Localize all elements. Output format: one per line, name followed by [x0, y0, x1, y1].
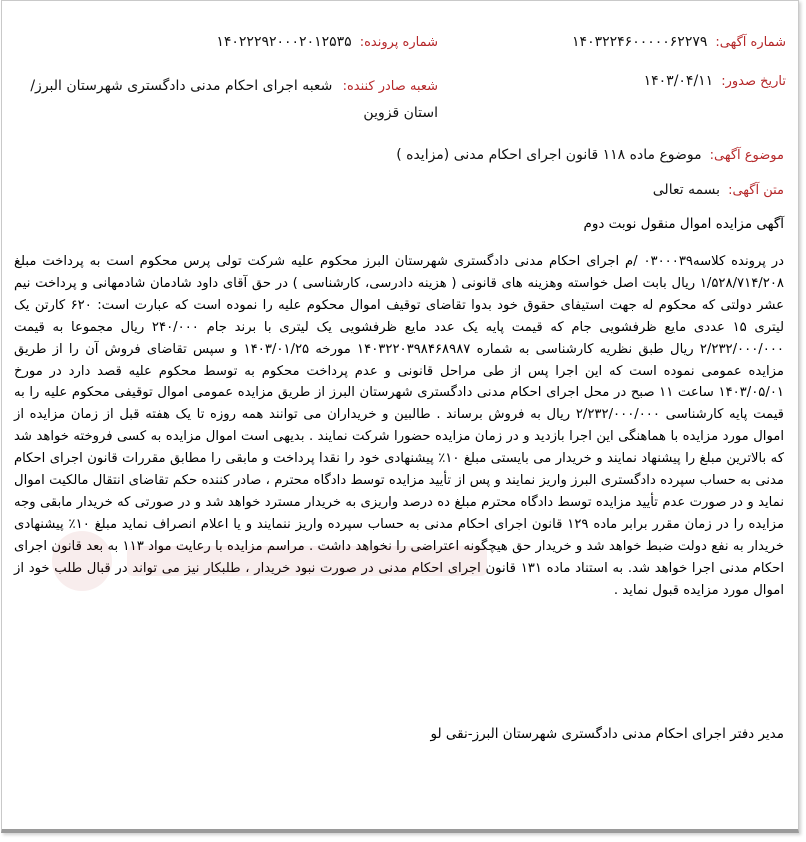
- subject-label: موضوع آگهی:: [709, 148, 784, 163]
- case-number-row: [216, 34, 438, 50]
- text-label: متن آگهی:: [728, 183, 784, 198]
- issue-date-row: [644, 73, 786, 89]
- issue-date-label: تاریخ صدور:: [721, 74, 786, 89]
- issuer-value: شعبه اجرای احکام مدنی دادگستری شهرستان البرز/استان قزوین: [30, 78, 438, 121]
- signature-line: مدیر دفتر اجرای احکام مدنی دادگستری شهرستان البرز-نقی لو: [430, 726, 784, 742]
- case-number-value: ۱۴۰۲۲۲۹۲۰۰۰۲۰۱۲۵۳۵: [216, 34, 352, 50]
- announcement-number-value: ۱۴۰۳۲۲۴۶۰۰۰۰۰۶۲۲۷۹: [572, 34, 708, 50]
- issue-date-value: ۱۴۰۳/۰۴/۱۱: [643, 73, 714, 89]
- text-row: [653, 182, 784, 198]
- announcement-frame: [1, 0, 799, 833]
- subject-row: [396, 147, 784, 163]
- case-number-label: شماره پرونده:: [359, 35, 438, 50]
- issuer-row: [28, 73, 438, 127]
- announcement-title: آگهی مزایده اموال منقول نوبت دوم: [583, 216, 784, 232]
- announcement-body: [14, 251, 784, 602]
- text-value: بسمه تعالی: [652, 182, 721, 198]
- announcement-number-row: [572, 34, 786, 50]
- announcement-paragraph: در پرونده کلاسه۰۳۰۰۰۳۹ /م اجرای احکام مدنی دادگستری شهرستان البرز محکوم علیه شرکت تولی پرس محکوم است به پرداخت مبلغ ۱/۵۲۸/۷۱۴/۲۰۸ ریال بابت اصل خواسته وهزینه های قانونی ( هزینه دادرسی، کارشناسی ) در حق آقای داود شادمان شادمهانی و پرداخت نیم عشر دولتی که محکوم له جهت استیفای حقوق خود بدوا تقاضای توقیف اموال محکوم علیه را نموده است که عبارت است: ۶۲۰ کارتن یک لیتری ۱۵ عددی مایع ظرفشویی جام که قیمت پایه یک عدد مایع ظرفشویی یک لیتری با برند جام ۲۴۰/۰۰۰ ریال مجموعا به قیمت ۲/۲۳۲/۰۰۰/۰۰۰ ریال طبق نظریه کارشناسی به شماره ۱۴۰۳۲۲۰۳۹۸۴۶۸۹۸۷ مورخه ۱۴۰۳/۰۱/۲۵ و سپس تقاضای فروش آن را از طریق مزایده عمومی نموده است که این اجرا پس از طی مراحل قانونی و عدم پرداخت محکوم به توسط محکوم علیه قصد دارد در مورخ ۱۴۰۳/۰۵/۰۱ ساعت ۱۱ صبح در محل اجرای احکام مدنی دادگستری شهرستان البرز از طریق مزایده عمومی اموال توقیفی محکوم علیه را به قیمت پایه کارشناسی ۲/۲۳۲/۰۰۰/۰۰۰ ریال به فروش برساند . طالبین و خریداران می توانند همه روزه تا یک هفته قبل از زمان مزایده از اموال مورد مزایده با هماهنگی این اجرا بازدید و در زمان مزایده حضورا شرکت نمایند . بدیهی است اموال مزایده به کسی فروخته خواهد شد که بالاترین مبلغ را پیشنهاد نمایند و خریدار می بایستی مبلغ ۱۰٪ پیشنهادی خود را نقدا پرداخت و مابقی را مطابق مقررات قانون اجرای احکام مدنی به حساب سپرده دادگستری البرز واریز نمایند و پس از تأیید مزایده توسط دادگاه محترم ، صادر کننده حکم تقاضای انتقال مالکیت اموال نماید و در صورت عدم تأیید مزایده توسط دادگاه محترم مبلغ ده درصد واریزی به خریدار مسترد خواهد شد و در صورتی که خریدار مابقی وجه مزایده را در زمان مقرر برابر ماده ۱۲۹ قانون اجرای احکام مدنی به حساب سپرده واریز ننمایند و یا اعلام انصراف نماید مبلغ ۱۰٪ پیشنهادی خریدار به نفع دولت ضبط خواهد شد و خریدار حق هیچگونه اعتراضی را نخواهد داشت . مراسم مزایده با رعایت مواد ۱۱۳ به بعد قانون اجرای احکام مدنی اجرا خواهد شد. به استناد ماده ۱۳۱ قانون اجرای احکام مدنی در صورت نبود خریدار ، طلبکار نیز می تواند در قبال طلب خود از اموال مورد مزایده قبول نماید .: [14, 254, 785, 598]
- announcement-number-label: شماره آگهی:: [715, 35, 786, 50]
- issuer-label: شعبه صادر کننده:: [342, 79, 438, 94]
- subject-value: موضوع ماده ۱۱۸ قانون اجرای احکام مدنی (مزایده ): [396, 147, 702, 163]
